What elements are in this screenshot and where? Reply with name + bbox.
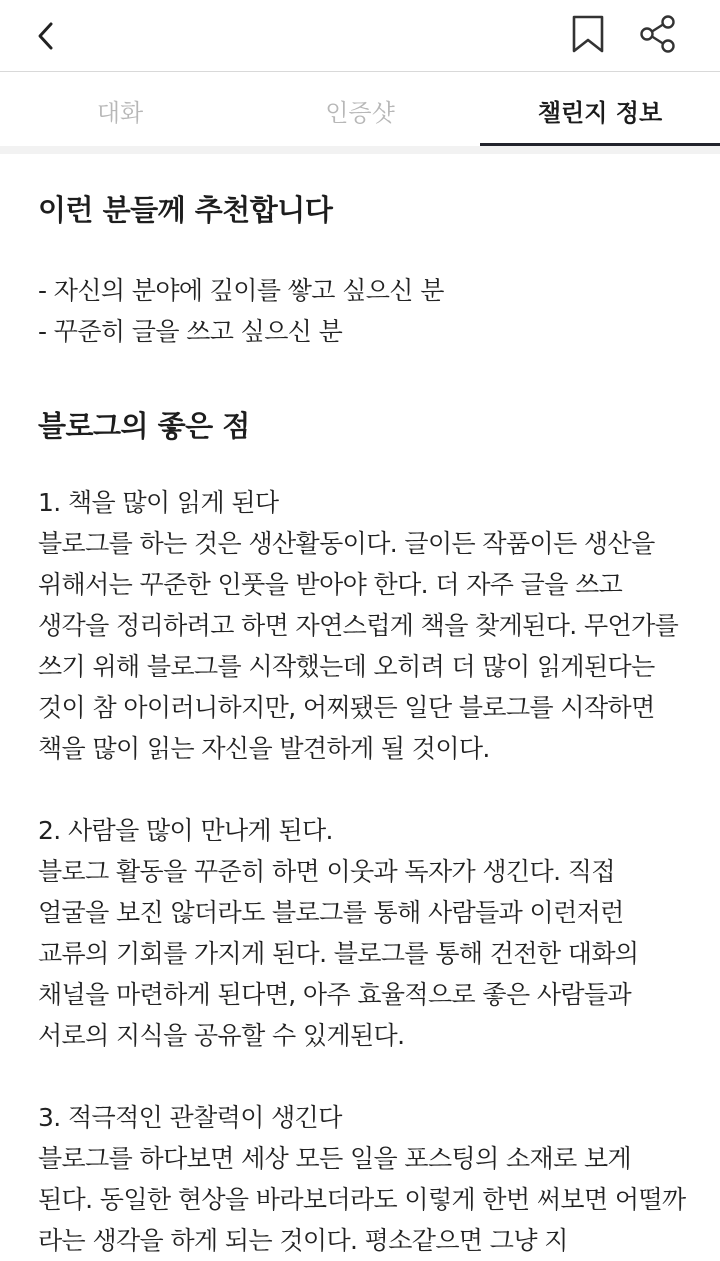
- tab-proof-shots[interactable]: 인증샷: [325, 98, 395, 127]
- tab-bar: [0, 72, 720, 148]
- top-app-bar: [0, 0, 720, 72]
- recommend-title: 이런 분들께 추천합니다: [38, 193, 333, 227]
- tab-challenge-info[interactable]: 챌린지 정보: [480, 72, 720, 148]
- recommend-item: - 자신의 분야에 깊이를 쌓고 싶으신 분: [38, 276, 444, 305]
- tab-chat[interactable]: 대화: [96, 98, 144, 127]
- recommend-list: [38, 270, 688, 352]
- benefit-body: 블로그를 하다보면 세상 모든 일을 포스팅의 소재로 보게 된다. 동일한 현상을 바라보더라도 이렇게 한번 써보면 어떨까 라는 생각을 하게 되는 것이다. 평소같으면 그냥 지: [38, 1144, 686, 1255]
- bookmark-icon: [571, 14, 605, 54]
- recommend-item: - 꾸준히 글을 쓰고 싶으신 분: [38, 317, 343, 346]
- benefit-heading: 1. 책을 많이 읽게 된다: [38, 488, 279, 517]
- tab-divider: [0, 146, 720, 154]
- chevron-left-icon: [35, 21, 57, 51]
- benefit-heading: 3. 적극적인 관찰력이 생긴다: [38, 1103, 342, 1132]
- benefit-heading: 2. 사람을 많이 만나게 된다.: [38, 816, 333, 845]
- bookmark-button[interactable]: [566, 12, 610, 56]
- benefits-title: 블로그의 좋은 점: [38, 409, 250, 443]
- benefit-item: [38, 482, 688, 769]
- share-button[interactable]: [636, 12, 680, 56]
- benefit-body: 블로그를 하는 것은 생산활동이다. 글이든 작품이든 생산을 위해서는 꾸준한 인풋을 받아야 한다. 더 자주 글을 쓰고 생각을 정리하려고 하면 자연스럽게 책을 찾게된다. 무언가를 쓰기 위해 블로그를 시작했는데 오히려 더 많이 읽게된다는 것이 참 아이러니하지만, 어찌됐든 일단 블로그를 시작하면 책을 많이 읽는 자신을 발견하게 될 것이다.: [38, 529, 679, 763]
- benefit-item: [38, 810, 688, 1056]
- benefit-body: 블로그 활동을 꾸준히 하면 이웃과 독자가 생긴다. 직접 얼굴을 보진 않더라도 블로그를 통해 사람들과 이런저런 교류의 기회를 가지게 된다. 블로그를 통해 건전한 대화의 채널을 마련하게 된다면, 아주 효율적으로 좋은 사람들과 서로의 지식을 공유할 수 있게된다.: [38, 857, 639, 1050]
- challenge-info-content: [38, 178, 688, 1261]
- back-button[interactable]: [24, 14, 68, 58]
- share-icon: [638, 14, 678, 54]
- benefit-item: [38, 1097, 688, 1261]
